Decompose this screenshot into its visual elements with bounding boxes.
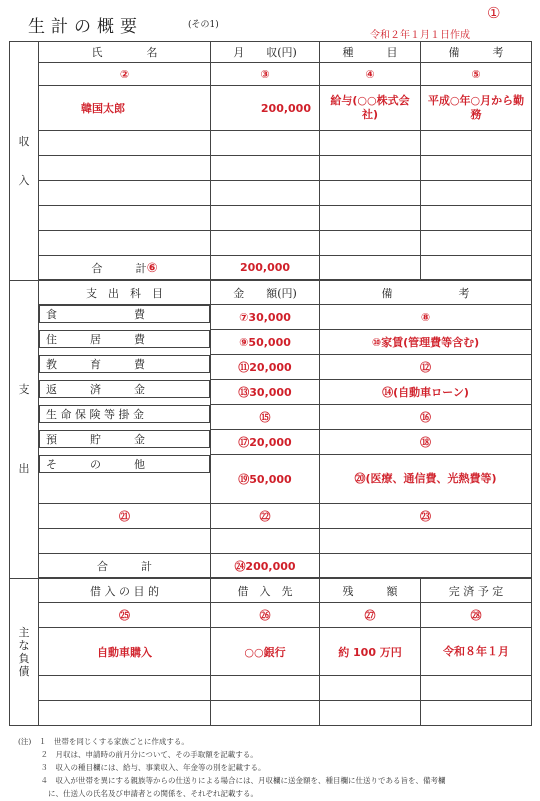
expense-col-note: 備 考 — [320, 281, 532, 305]
debt-empty-cell — [211, 676, 320, 701]
expense-label: 食 費 — [39, 305, 210, 323]
expense-note: ⑱ — [320, 430, 532, 455]
income-col-amount: 月 収(円) — [211, 42, 320, 63]
expense-label: そ の 他 — [39, 455, 210, 473]
marker-25: ㉕ — [39, 603, 211, 628]
income-total-label: 合 計 — [91, 261, 147, 275]
income-empty-cell — [211, 231, 320, 256]
page-subtitle: (その1) — [188, 20, 219, 30]
footnote-line: ４ 収入が世帯を異にする親族等からの仕送りによる場合には、月収欄に送金額を、種目欄に仕送りである旨を、備考欄 — [18, 776, 446, 785]
debt-purpose: 自動車購入 — [39, 628, 211, 676]
expense-amount: ⑰20,000 — [211, 430, 320, 455]
page-title: 生計の概要 — [28, 17, 143, 37]
expense-total-label: 合 計 — [39, 554, 211, 578]
marker-5: ⑤ — [421, 63, 532, 86]
income-amount: 200,000 — [211, 86, 320, 131]
debt-balance: 約 100 万円 — [320, 628, 421, 676]
expense-amount: ⑮ — [211, 405, 320, 430]
expense-label: 住 居 費 — [39, 330, 210, 348]
expense-empty-cell — [39, 529, 211, 554]
expense-amount: ⑨50,000 — [211, 330, 320, 355]
debt-empty-cell — [421, 676, 532, 701]
debt-empty-cell — [320, 701, 421, 726]
income-empty-cell — [211, 131, 320, 156]
expense-amount: ⑦30,000 — [211, 305, 320, 330]
income-empty-cell — [39, 231, 211, 256]
debt-empty-cell — [211, 701, 320, 726]
debt-section-label: 主 な 負 債 — [10, 579, 39, 726]
income-empty-cell — [421, 156, 532, 181]
expense-amount: ⑪20,000 — [211, 355, 320, 380]
footnote-line: ３ 収入の種目欄には、給与、事業収入、年金等の別を記載する。 — [18, 763, 266, 772]
marker-2: ② — [39, 63, 211, 86]
income-empty-cell — [39, 131, 211, 156]
creation-date: 令和２年１月１日作成 — [370, 30, 470, 41]
income-empty-cell — [320, 231, 421, 256]
income-section-label: 収 入 — [10, 42, 39, 281]
marker-26: ㉖ — [211, 603, 320, 628]
expense-col-item: 支 出 科 目 — [39, 281, 211, 305]
debt-col-purpose: 借 入 の 目 的 — [39, 579, 211, 603]
debt-empty-cell — [320, 676, 421, 701]
income-empty-cell — [421, 256, 532, 280]
expense-note: ⑯ — [320, 405, 532, 430]
expense-col-amount: 金 額(円) — [211, 281, 320, 305]
debt-col-lender: 借 入 先 — [211, 579, 320, 603]
income-col-name: 氏 名 — [39, 42, 211, 63]
income-empty-cell — [421, 231, 532, 256]
income-empty-cell — [320, 156, 421, 181]
income-empty-cell — [211, 156, 320, 181]
expense-note: ⑫ — [320, 355, 532, 380]
expense-label: 返 済 金 — [39, 380, 210, 398]
debt-empty-cell — [39, 676, 211, 701]
income-col-note: 備 考 — [421, 42, 532, 63]
footnote-line: (注) １ 世帯を同じくする家族ごとに作成する。 — [18, 737, 189, 746]
expense-amount: ⑬30,000 — [211, 380, 320, 405]
marker-22: ㉒ — [211, 504, 320, 529]
income-empty-cell — [320, 256, 421, 280]
income-empty-cell — [320, 181, 421, 206]
summary-table — [9, 41, 532, 726]
expense-note: ⑧ — [320, 305, 532, 330]
income-total-cell — [39, 256, 211, 280]
debt-empty-cell — [421, 701, 532, 726]
marker-23: ㉓ — [320, 504, 532, 529]
expense-label: 生 命 保 険 等 掛 金 — [39, 405, 210, 423]
debt-lender: ○○銀行 — [211, 628, 320, 676]
marker-21: ㉑ — [39, 504, 211, 529]
income-empty-cell — [39, 181, 211, 206]
marker-1: ① — [487, 4, 501, 22]
expense-total-amount: ㉔200,000 — [211, 554, 320, 578]
marker-4: ④ — [320, 63, 421, 86]
marker-27: ㉗ — [320, 603, 421, 628]
expense-note: ⑩家賃(管理費等含む) — [320, 330, 532, 355]
income-empty-cell — [39, 206, 211, 231]
income-type: 給与(○○株式会社) — [320, 86, 421, 131]
debt-date: 令和８年１月 — [421, 628, 532, 676]
income-empty-cell — [421, 181, 532, 206]
income-empty-cell — [211, 206, 320, 231]
income-empty-cell — [320, 206, 421, 231]
debt-col-balance: 残 額 — [320, 579, 421, 603]
income-total-amount: 200,000 — [211, 256, 320, 280]
debt-empty-cell — [39, 701, 211, 726]
footnote-line: に、仕送人の氏名及び申請者との関係を、それぞれ記載する。 — [18, 789, 258, 798]
marker-28: ㉘ — [421, 603, 532, 628]
expense-note: ⑳(医療、通信費、光熱費等) — [320, 455, 532, 504]
expense-label: 教 育 費 — [39, 355, 210, 373]
footnote-line: ２ 月収は、申請時の前月分について、その手取額を記載する。 — [18, 750, 258, 759]
expense-empty-cell — [320, 529, 532, 554]
income-empty-cell — [320, 131, 421, 156]
income-col-type: 種 目 — [320, 42, 421, 63]
income-name: 韓国太郎 — [39, 86, 211, 131]
income-empty-cell — [421, 206, 532, 231]
expense-empty-cell — [320, 554, 532, 578]
income-empty-cell — [421, 131, 532, 156]
income-note: 平成○年○月から勤務 — [421, 86, 532, 131]
expense-section-label: 支 出 — [10, 281, 39, 579]
marker-3: ③ — [211, 63, 320, 86]
expense-label: 預 貯 金 — [39, 430, 210, 448]
expense-amount: ⑲50,000 — [211, 455, 320, 504]
expense-note: ⑭(自動車ローン) — [320, 380, 532, 405]
income-empty-cell — [211, 181, 320, 206]
expense-empty-cell — [211, 529, 320, 554]
income-empty-cell — [39, 156, 211, 181]
footnotes — [18, 735, 533, 800]
marker-6: ⑥ — [146, 260, 158, 276]
debt-col-date: 完 済 予 定 — [421, 579, 532, 603]
